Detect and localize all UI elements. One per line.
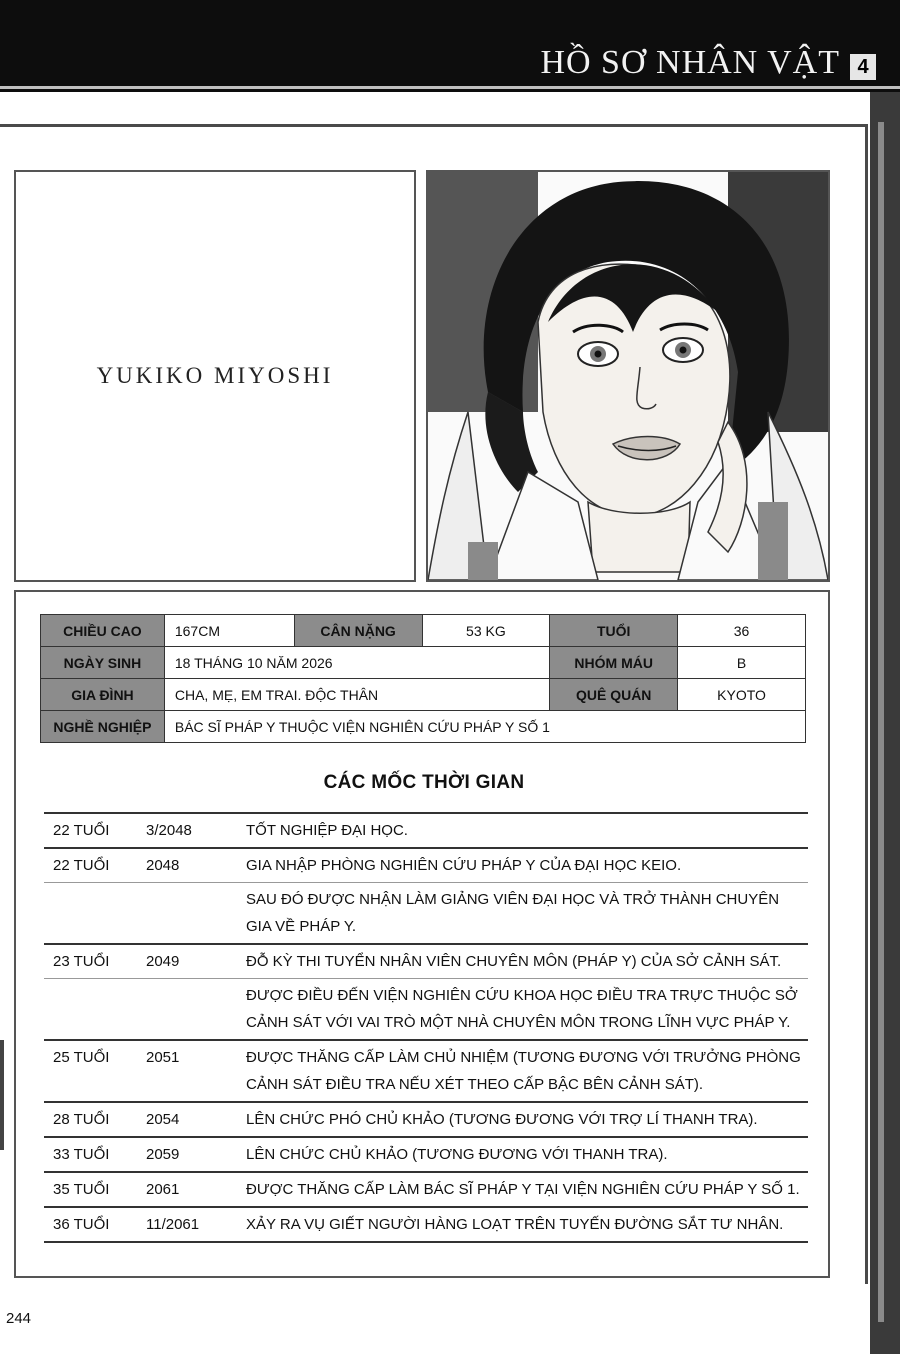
name-box [14, 170, 416, 582]
timeline-age: 36 TUỔI [53, 1216, 110, 1233]
height-label: CHIỀU CAO [41, 615, 165, 647]
header-rule [0, 86, 900, 89]
page-number: 244 [6, 1310, 32, 1327]
timeline-year: 11/2061 [146, 1216, 200, 1233]
age-value: 36 [678, 615, 806, 647]
timeline-year: 3/2048 [146, 822, 192, 839]
timeline-age [44, 886, 136, 940]
blood-value: B [678, 647, 806, 679]
timeline-event: SAU ĐÓ ĐƯỢC NHẬN LÀM GIẢNG VIÊN ĐẠI HỌC VÀ TRỞ THÀNH CHUYÊN GIA VỀ PHÁP Y. [246, 891, 780, 935]
hometown-value: KYOTO [678, 679, 806, 711]
timeline-row [44, 1138, 808, 1173]
chapter-badge: 4 [850, 54, 876, 80]
timeline-age: 35 TUỔI [53, 1181, 110, 1198]
family-value: CHA, MẸ, EM TRAI. ĐỘC THÂN [164, 679, 549, 711]
timeline-age: 33 TUỔI [53, 1146, 110, 1163]
timeline-age: 28 TUỔI [53, 1111, 110, 1128]
timeline-event: LÊN CHỨC CHỦ KHẢO (TƯƠNG ĐƯƠNG VỚI THANH TRA). [246, 1146, 668, 1163]
timeline-title: CÁC MỐC THỜI GIAN [323, 772, 525, 793]
timeline-event: LÊN CHỨC PHÓ CHỦ KHẢO (TƯƠNG ĐƯƠNG VỚI TRỢ LÍ THANH TRA). [246, 1111, 758, 1128]
timeline-row [44, 979, 808, 1041]
character-name: YUKIKO MIYOSHI [96, 363, 334, 388]
timeline-age: 22 TUỔI [53, 857, 110, 874]
portrait-illustration [428, 172, 828, 580]
timeline-age: 23 TUỔI [53, 953, 110, 970]
hometown-label: QUÊ QUÁN [550, 679, 678, 711]
timeline-year: 2054 [146, 1111, 180, 1128]
timeline-event: XẢY RA VỤ GIẾT NGƯỜI HÀNG LOẠT TRÊN TUYẾN ĐƯỜNG SẮT TƯ NHÂN. [246, 1216, 784, 1233]
birth-label: NGÀY SINH [41, 647, 165, 679]
timeline-event: ĐƯỢC THĂNG CẤP LÀM BÁC SĨ PHÁP Y TẠI VIỆN NGHIÊN CỨU PHÁP Y SỐ 1. [246, 1181, 800, 1198]
timeline-year: 2048 [146, 857, 180, 874]
page-edge-inner [878, 122, 884, 1322]
profile-table [40, 614, 806, 743]
timeline-year [136, 982, 246, 1036]
timeline-event: ĐƯỢC ĐIỀU ĐẾN VIỆN NGHIÊN CỨU KHOA HỌC ĐIỀU TRA TRỰC THUỘC SỞ CẢNH SÁT VỚI VAI TRÒ MỘT NHÀ CHUYÊN MÔN TRONG LĨNH VỰC PHÁP Y. [246, 987, 798, 1031]
page-title: HỒ SƠ NHÂN VẬT [540, 44, 840, 81]
profile-row [41, 711, 806, 743]
timeline-row [44, 1041, 808, 1103]
profile-row [41, 615, 806, 647]
timeline-year: 2059 [146, 1146, 180, 1163]
job-value: BÁC SĨ PHÁP Y THUỘC VIỆN NGHIÊN CỨU PHÁP Y SỐ 1 [164, 711, 805, 743]
birth-value: 18 THÁNG 10 NĂM 2026 [164, 647, 549, 679]
timeline-age: 25 TUỔI [53, 1049, 110, 1066]
timeline-year: 2051 [146, 1049, 180, 1066]
character-portrait [426, 170, 830, 582]
timeline-row [44, 849, 808, 883]
family-label: GIA ĐÌNH [41, 679, 165, 711]
timeline-event: ĐƯỢC THĂNG CẤP LÀM CHỦ NHIỆM (TƯƠNG ĐƯƠNG VỚI TRƯỞNG PHÒNG CẢNH SÁT ĐIỀU TRA NẾU XÉT THEO CẤP BẬC BÊN CẢNH SÁT). [246, 1049, 801, 1093]
timeline-table [44, 812, 808, 1243]
timeline-row [44, 945, 808, 979]
timeline-event: GIA NHẬP PHÒNG NGHIÊN CỨU PHÁP Y CỦA ĐẠI HỌC KEIO. [246, 857, 682, 874]
timeline-row [44, 1173, 808, 1208]
timeline-event: ĐỖ KỲ THI TUYỂN NHÂN VIÊN CHUYÊN MÔN (PHÁP Y) CỦA SỞ CẢNH SÁT. [246, 953, 782, 970]
timeline-row [44, 812, 808, 849]
job-label: NGHỀ NGHIỆP [41, 711, 165, 743]
page-edge-strip [870, 92, 900, 1354]
timeline-year: 2049 [146, 953, 180, 970]
blood-label: NHÓM MÁU [550, 647, 678, 679]
height-value: 167CM [164, 615, 294, 647]
profile-row [41, 679, 806, 711]
timeline-age [44, 982, 136, 1036]
timeline-row [44, 883, 808, 945]
timeline-year [136, 886, 246, 940]
timeline-row [44, 1103, 808, 1138]
weight-label: CÂN NẶNG [294, 615, 422, 647]
timeline-row [44, 1208, 808, 1243]
timeline-event: TỐT NGHIỆP ĐẠI HỌC. [246, 822, 408, 839]
age-label: TUỔI [550, 615, 678, 647]
timeline-year: 2061 [146, 1181, 180, 1198]
weight-value: 53 KG [422, 615, 550, 647]
profile-row [41, 647, 806, 679]
binding-mark [0, 1040, 4, 1150]
timeline-age: 22 TUỔI [53, 822, 110, 839]
